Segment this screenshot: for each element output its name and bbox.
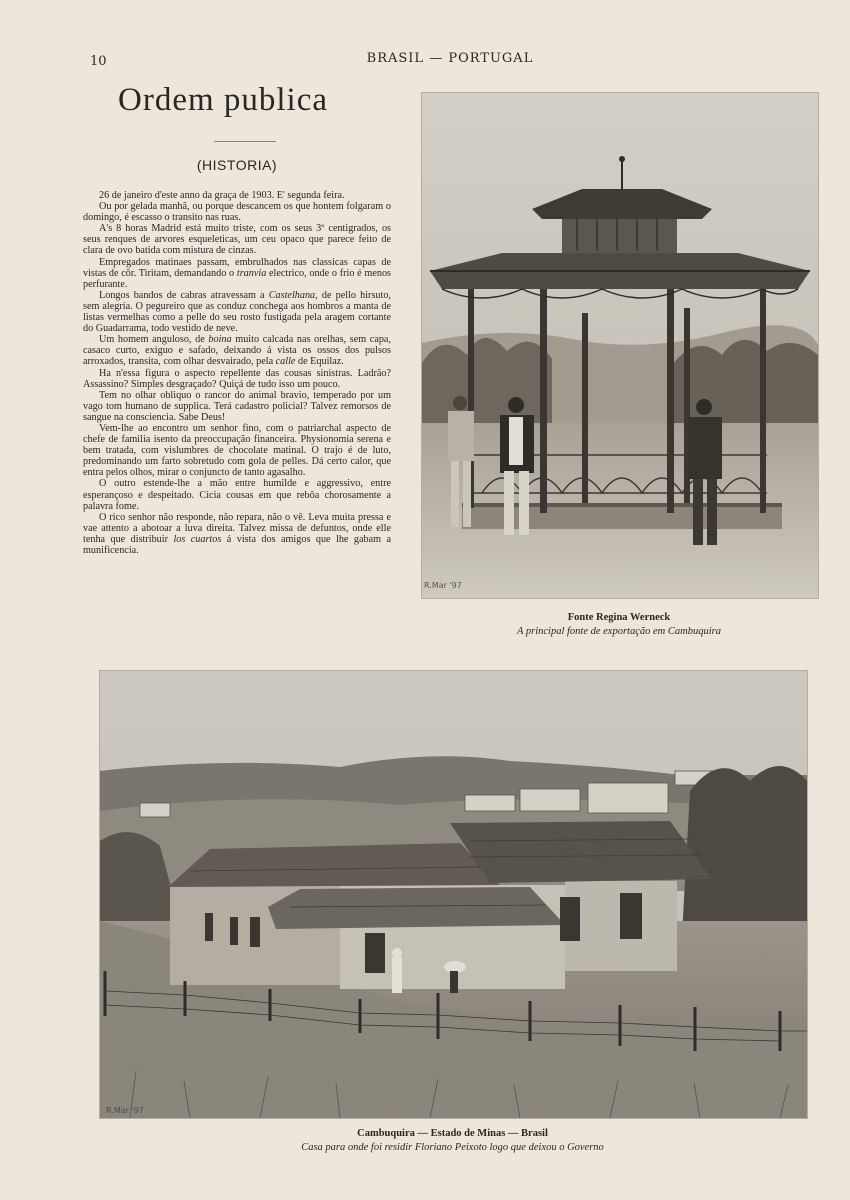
article-paragraph: O rico senhor não responde, não repara, não o vê. Leva muita pressa e vae attento a abotoar a luva direita. Talvez missa de defuntos, onde elle tenha que distribuir los cuartos á vista dos amigos que lhe gabam a munificencia. — [83, 511, 391, 556]
article-paragraph: Um homem anguloso, de boina muito calcada nas orelhas, sem capa, casaco curto, exiguo e safado, deixando á vista os ossos dos pulsos arroxados, transita, com olhar desvairado, pela calle de Equilaz. — [83, 334, 392, 368]
article-paragraph: Empregados matinaes passam, embrulhados nas classicas capas de vistas de côr. Tiritam, demandando o tranvia electrico, onde o frio é menos perfurante. — [83, 256, 392, 290]
italic-term: Castelhana — [268, 289, 316, 301]
running-head: BRASIL — PORTUGAL — [366, 51, 534, 66]
italic-term: los cuartos — [173, 533, 222, 545]
article-paragraph: Longos bandos de cabras atravessam a Castelhana, de pello hirsuto, sem alegria. O pegureiro que as conduz conchega aos hombros a manta de listas vermelhas como a pelle do seu rosto fustigada pela aragem cortante do Guadarrama, todo vestido de neve. — [83, 289, 391, 335]
figure-bottom-caption-title: Cambuquira — Estado de Minas — Brasil — [357, 1128, 548, 1139]
article-body — [83, 190, 391, 556]
article-paragraph: A's 8 horas Madrid está muito triste, com os seus 3º centigrados, os seus renques de arvores esqueleticas, um ceu opaco que parece feito de clara de ovo batida com mistura de cinzas. — [83, 223, 391, 257]
photo-top-signature: R.Mar '97 — [424, 581, 462, 590]
figure-top-caption-title: Fonte Regina Werneck — [567, 612, 671, 623]
photo-bottom-signature: R.Mar '97 — [106, 1106, 144, 1115]
article-paragraph: Ha n'essa figura o aspecto repellente das cousas sinistras. Ladrão? Assassino? Simples desgraçado? Quiçá de tudo isso um pouco. — [83, 367, 391, 390]
figure-top-caption-subtitle: A principal fonte de exportação em Cambuquira — [517, 626, 721, 637]
title-rule — [214, 141, 276, 142]
photo-cambuquira-house — [99, 670, 808, 1119]
article-paragraph: Vem-lhe ao encontro um senhor fino, com o patriarchal aspecto de chefe de familia isento da preoccupação financeira. Physionomia serena e bem tratada, com vislumbres de chocolate matinal. O trajo é de luto, predominando um farto sobretudo com gola de pelles. Dá certo calor, que entra pelos olhos, mirar o conjuncto de tanto agasalho. — [83, 422, 391, 479]
page-number: 10 — [90, 54, 107, 69]
article-paragraph: O outro estende-lhe a mão entre humilde e aggressivo, entre esperançoso e despeitado. Ciciа cousas em que rebôa chorosamente a palavra fome. — [83, 478, 391, 512]
italic-term: tranvia — [236, 267, 267, 279]
article-title: Ordem publica — [118, 82, 329, 118]
photo-fonte-regina-werneck — [421, 92, 819, 599]
italic-term: calle — [275, 356, 296, 368]
figure-bottom-caption-subtitle: Casa para onde foi residir Floriano Peixoto logo que deixou o Governo — [301, 1142, 604, 1153]
italic-term: boina — [208, 334, 232, 346]
article-paragraph: 26 de janeiro d'este anno da graça de 1903. E' segunda feira. — [99, 190, 345, 201]
article-paragraph: Tem no olhar obliquo o rancor do animal bravio, temperado por um vago tom humano de supplica. Terá cadastro policial? Talvez remorsos de sangue na consciencia. Sabe Deus! — [83, 389, 391, 423]
article-subtitle: (HISTORIA) — [196, 157, 278, 173]
article-paragraph: Ou por gelada manhã, ou porque descancem os que hontem folgaram o domingo, é escasso o transito nas ruas. — [83, 201, 391, 224]
